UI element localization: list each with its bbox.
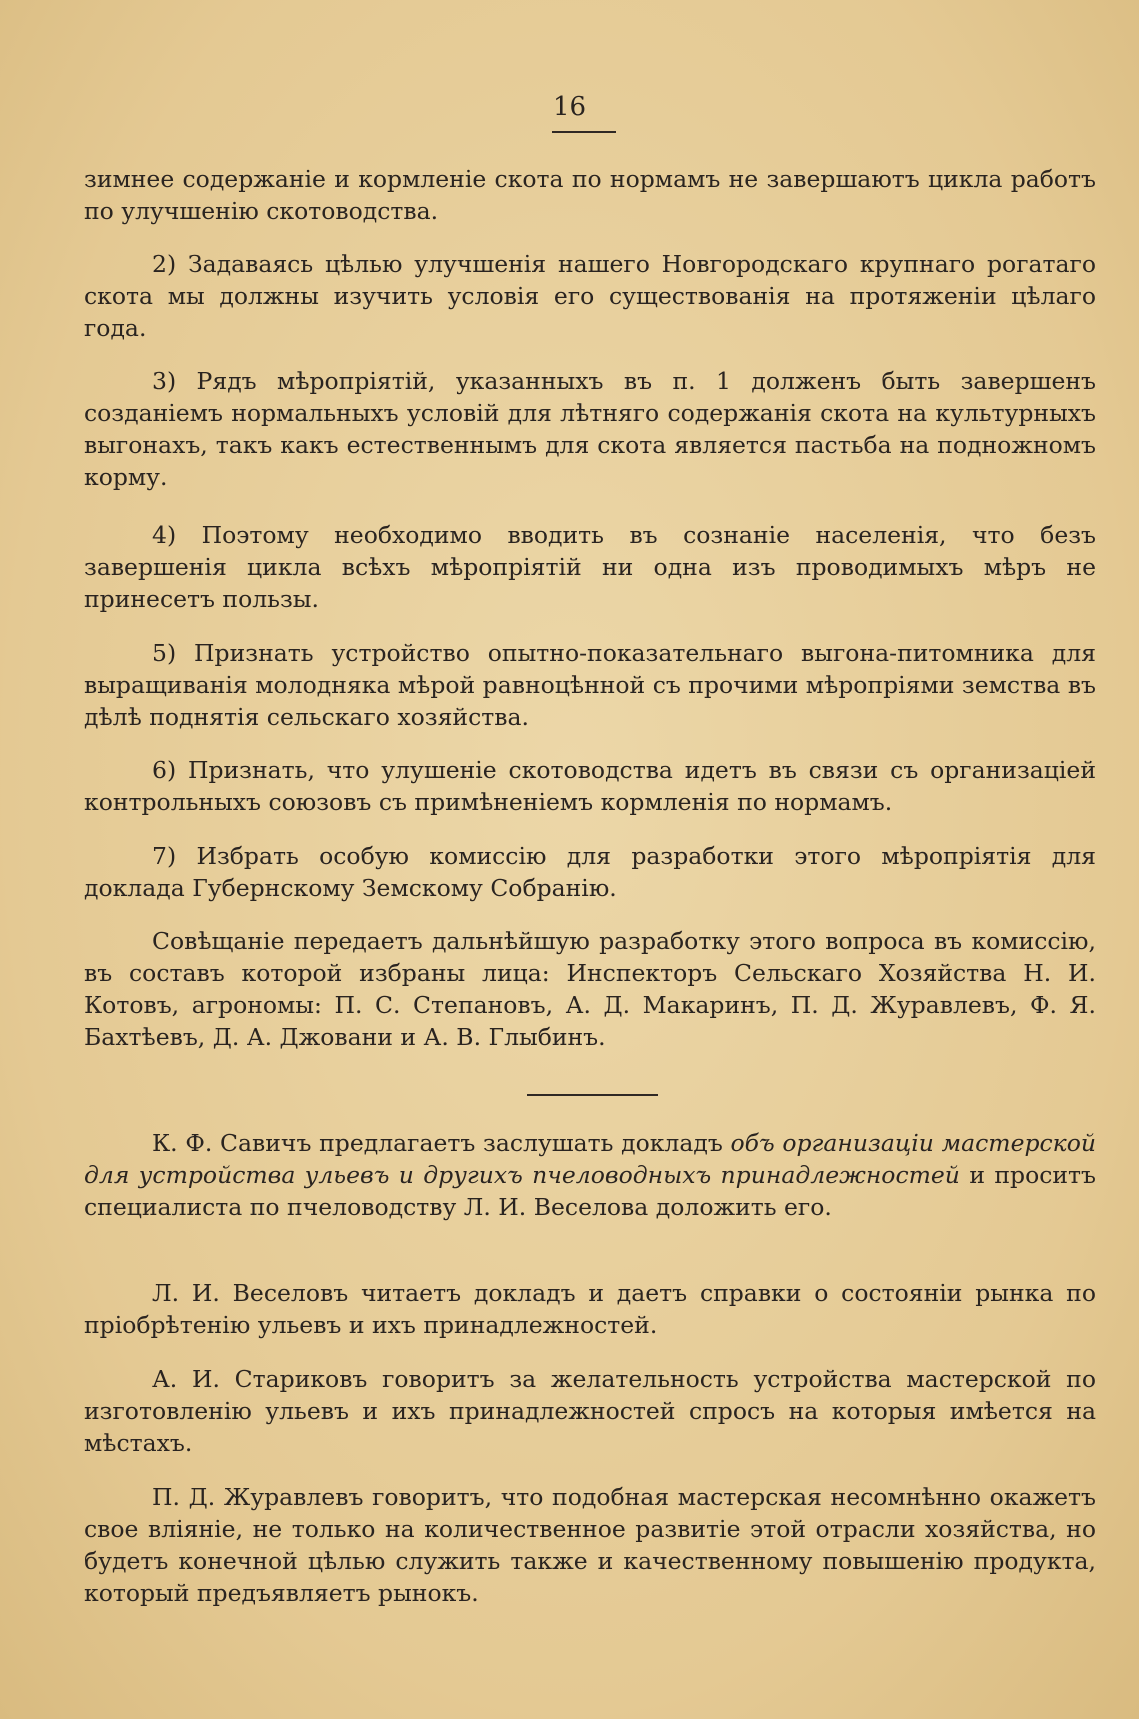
page-number-underline [552, 131, 616, 133]
paragraph-text: 2) Задаваясь цѣлью улучшенія нашего Новгородскаго крупнаго рогатаго скота мы должны изучить условія его существованія на протяженіи цѣлаго года. [84, 250, 1096, 342]
paragraph-item-4 [84, 519, 1096, 615]
page-number: 16 [552, 92, 587, 122]
paragraph-text: зимнее содержаніе и кормленіе скота по нормамъ не завершаютъ цикла работъ по улучшенію скотоводства. [84, 165, 1096, 225]
paragraph-zhuravlev [84, 1481, 1096, 1609]
savich-text-after: и проситъ специалиста по пчеловодству Л. И. Веселова доложить его. [84, 1161, 1096, 1221]
paragraph-continuation [84, 163, 1096, 227]
paragraph-text: 3) Рядъ мѣропріятій, указанныхъ въ п. 1 долженъ быть завершенъ созданіемъ нормальныхъ условій для лѣтняго содержанія скота на культурныхъ выгонахъ, такъ какъ естественнымъ для скота является пастьба на подножномъ корму. [84, 367, 1096, 491]
savich-text-before: К. Ф. Савичъ предлагаетъ заслушать докладъ [152, 1129, 731, 1157]
paragraph-savich [84, 1127, 1096, 1223]
paragraph-item-2 [84, 248, 1096, 344]
paragraph-item-3 [84, 365, 1096, 493]
section-separator [527, 1094, 658, 1096]
paragraph-text [84, 1127, 1096, 1223]
paragraph-text: Совѣщаніе передаетъ дальнѣйшую разработку этого вопроса въ комиссію, въ составъ которой избраны лица: Инспекторъ Сельскаго Хозяйства Н. И. Котовъ, агрономы: П. С. Степановъ, А. Д. Макаринъ, П. Д. Журавлевъ, Ф. Я. Бахтѣевъ, Д. А. Джовани и А. В. Глыбинъ. [84, 927, 1096, 1051]
paragraph-text: 6) Признать, что улушеніе скотоводства идетъ въ связи съ организаціей контрольныхъ союзовъ съ примѣненіемъ кормленія по нормамъ. [84, 756, 1096, 816]
paragraph-text: 5) Признать устройство опытно-показательнаго выгона-питомника для выращиванія молодняка мѣрой равноцѣнной съ прочими мѣропріями земства въ дѣлѣ поднятія сельскаго хозяйства. [84, 639, 1096, 731]
paragraph-starikov [84, 1363, 1096, 1459]
paragraph-text: Л. И. Веселовъ читаетъ докладъ и даетъ справки о состояніи рынка по пріобрѣтенію ульевъ и ихъ принадлежностей. [84, 1279, 1096, 1339]
paragraph-item-7 [84, 840, 1096, 904]
paragraph-text: 4) Поэтому необходимо вводить въ сознаніе населенія, что безъ завершенія цикла всѣхъ мѣропріятій ни одна изъ проводимыхъ мѣръ не принесетъ пользы. [84, 521, 1096, 613]
paragraph-item-6 [84, 754, 1096, 818]
paragraph-item-5 [84, 637, 1096, 733]
paragraph-text: А. И. Стариковъ говоритъ за желательность устройства мастерской по изготовленію ульевъ и ихъ принадлежностей спросъ на которыя имѣется на мѣстахъ. [84, 1365, 1096, 1457]
paragraph-text: П. Д. Журавлевъ говоритъ, что подобная мастерская несомнѣнно окажетъ свое вліяніе, не только на количественное развитіе этой отрасли хозяйства, но будетъ конечной цѣлью служить также и качественному повышенію продукта, который предъявляетъ рынокъ. [84, 1483, 1096, 1607]
report-title-italic: объ организаціи мастерской для устройства ульевъ и другихъ пчеловодныхъ принадлежностей [84, 1129, 1096, 1189]
paragraph-veselov [84, 1277, 1096, 1341]
paragraph-text: 7) Избрать особую комиссію для разработки этого мѣропріятія для доклада Губернскому Земскому Собранію. [84, 842, 1096, 902]
paragraph-commission [84, 925, 1096, 1053]
